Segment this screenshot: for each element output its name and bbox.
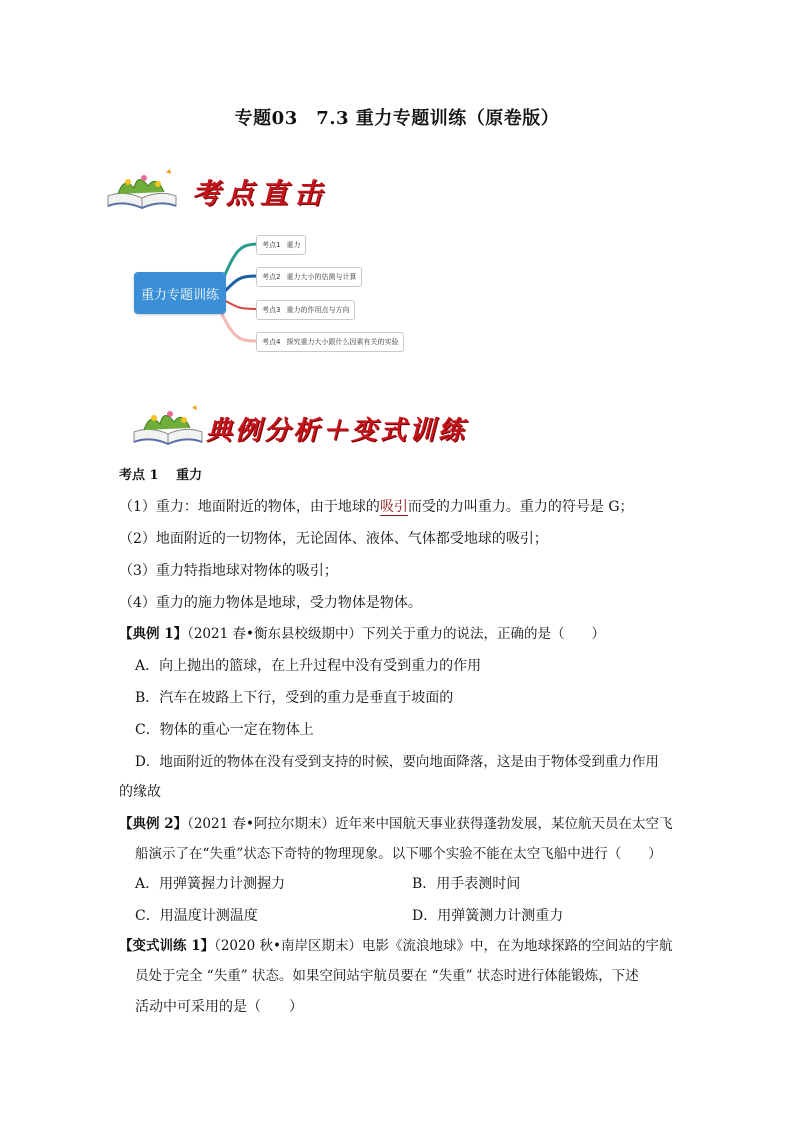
dianli-banner-text: 典例分析＋变式训练 (206, 416, 468, 446)
mindmap-node-1: 考点1 重力 (256, 235, 306, 255)
paragraph-1: （1）重力：地面附近的物体，由于地球的吸引而受的力叫重力。重力的符号是 G； (119, 499, 634, 515)
mindmap-center: 重力专题训练 (134, 272, 226, 314)
q1-option-a: A．向上抛出的篮球，在上升过程中没有受到重力的作用 (135, 658, 482, 674)
mindmap-node-2: 考点2 重力大小的估测与计算 (256, 267, 362, 287)
q1-option-c: C．物体的重心一定在物体上 (135, 722, 314, 738)
paragraph-4: （4）重力的施力物体是地球，受力物体是物体。 (119, 595, 422, 611)
mindmap-node-3: 考点3 重力的作用点与方向 (256, 300, 355, 320)
q2-option-b: B．用手表测时间 (412, 876, 521, 892)
question-2: 【典例 2】（2021 春•阿拉尔期末）近年来中国航天事业获得蓬勃发展，某位航天员在太空飞 (119, 816, 673, 832)
question-2-cont: 船演示了在“失重”状态下奇特的物理现象。以下哪个实验不能在太空飞船中进行（ ） (135, 846, 662, 862)
paragraph-2: （2）地面附近的一切物体，无论固体、液体、气体都受地球的吸引； (119, 531, 548, 547)
link-xiyin[interactable]: 吸引 (379, 499, 408, 515)
q1-option-d: D．地面附近的物体在没有受到支持的时候，要向地面降落，这是由于物体受到重力作用 (135, 754, 659, 770)
q1-option-d-cont: 的缘故 (119, 784, 161, 800)
dianli-banner (130, 402, 490, 452)
question-3: 【变式训练 1】（2020 秋•南岸区期末）电影《流浪地球》中，在为地球探路的空间站的宇航 (119, 938, 673, 954)
q2-option-a: A．用弹簧握力计测握力 (135, 876, 286, 892)
open-book-icon (130, 402, 208, 446)
question-3-cont: 员处于完全 “失重” 状态。如果空间站宇航员要在 “失重” 状态时进行体能锻炼，下述 (135, 968, 639, 984)
q2-option-d: D．用弹簧测力计测重力 (412, 908, 564, 924)
kaodian-banner-text: 考点直击 (192, 177, 329, 210)
question-3-cont2: 活动中可采用的是（ ） (135, 999, 303, 1015)
q1-option-b: B．汽车在坡路上下行，受到的重力是垂直于坡面的 (135, 690, 454, 706)
question-1: 【典例 1】（2021 春•衡东县校级期中）下列关于重力的说法，正确的是（ ） (119, 626, 605, 642)
page-title: 专题03 7.3 重力专题训练（原卷版） (234, 108, 560, 129)
paragraph-3: （3）重力特指地球对物体的吸引； (119, 563, 338, 579)
section-heading: 考点 1 重力 (119, 468, 203, 483)
q2-option-c: C．用温度计测温度 (135, 908, 258, 924)
mindmap-node-4: 考点4 探究重力大小跟什么因素有关的实验 (256, 332, 404, 352)
